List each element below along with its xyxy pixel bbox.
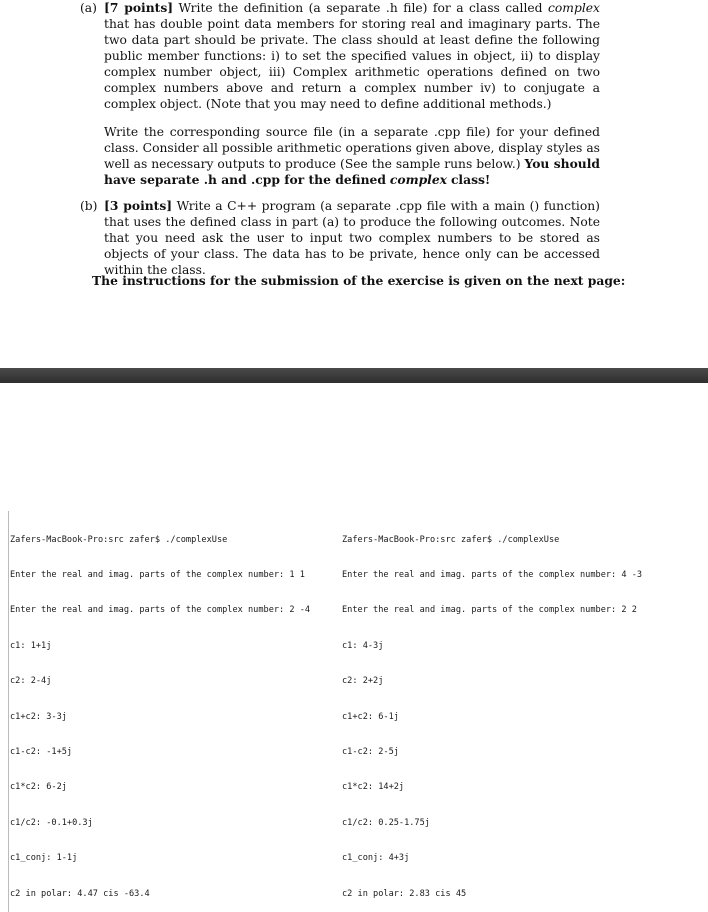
terminal-line: c2: 2-4j [10,676,52,687]
terminal-output-left [8,511,310,912]
terminal-line: c1_conj: 4+3j [342,853,410,864]
part-a-paragraph [104,0,600,112]
part-a-label: (a) [80,1,97,15]
terminal-line: Zafers-MacBook-Pro:src zafer$ ./complexUse [342,534,560,545]
submission-instructions: The instructions for the submission of the exercise is given on the next page: [92,273,626,288]
terminal-line: Enter the real and imag. parts of the complex number: 4 -3 [342,569,643,580]
terminal-line: c1*c2: 6-2j [10,782,67,793]
terminal-line: c2: 2+2j [342,676,384,687]
part-b-label: (b) [80,199,98,213]
part-a-source-text: Write the corresponding source file (in a separate .cpp file) for your defined class. Consider all possible arithmetic operations given above, display styles as well as necessary outputs to produce (See the sample runs below.) [104,125,600,171]
terminal-line: c1+c2: 3-3j [10,711,67,722]
terminal-line: c1-c2: 2-5j [342,746,399,757]
part-b-points: [3 points] [104,198,173,213]
part-a-points: [7 points] [104,0,174,15]
terminal-line: c1-c2: -1+5j [10,746,73,757]
part-b-paragraph [104,198,600,278]
terminal-line: c1/c2: 0.25-1.75j [342,817,430,828]
part-b-text: Write a C++ program (a separate .cpp file with a main () function) that uses the defined class in part (a) to produce the following outcomes. Note that you need ask the user to input two complex numbers to be stored as objects of your class. The data has to be private, hence only can be accessed within the class. [104,199,600,277]
part-a-bold-note-1: You should have separate .h and .cpp for the defined [104,156,600,187]
terminal-line: c1*c2: 14+2j [342,782,405,793]
terminal-line: c1: 1+1j [10,640,52,651]
part-a-class-name: complex [548,1,600,15]
part-a-source-paragraph [104,124,600,188]
terminal-line: Enter the real and imag. parts of the complex number: 2 2 [342,605,637,616]
terminal-line: c2 in polar: 4.47 cis -63.4 [10,888,150,899]
part-a-bold-class-name: complex [389,172,448,187]
terminal-line: c2 in polar: 2.83 cis 45 [342,888,467,899]
assignment-document [0,0,708,368]
terminal-line: Enter the real and imag. parts of the complex number: 1 1 [10,569,305,580]
terminal-line: Zafers-MacBook-Pro:src zafer$ ./complexUse [10,534,228,545]
terminal-output-right [342,511,642,912]
part-a-text-1: Write the definition (a separate .h file) for a class called [178,1,543,15]
terminal-line: c1/c2: -0.1+0.3j [10,817,93,828]
part-a-bold-note-2: class! [450,172,491,187]
terminal-line: Enter the real and imag. parts of the complex number: 2 -4 [10,605,311,616]
terminal-line: c1_conj: 1-1j [10,853,78,864]
terminal-line: c1+c2: 6-1j [342,711,399,722]
page-divider [0,368,708,383]
terminal-line: c1: 4-3j [342,640,384,651]
part-a-text-2: that has double point data members for storing real and imaginary parts. The two data part should be private. The class should at least define the following public member functions: i) to set the specified values in object, ii) to display complex number object, iii) Complex arithmetic operations defined on two complex numbers above and return a complex number iv) to conjugate a complex object. (Note that you may need to define additional methods.) [104,17,600,111]
